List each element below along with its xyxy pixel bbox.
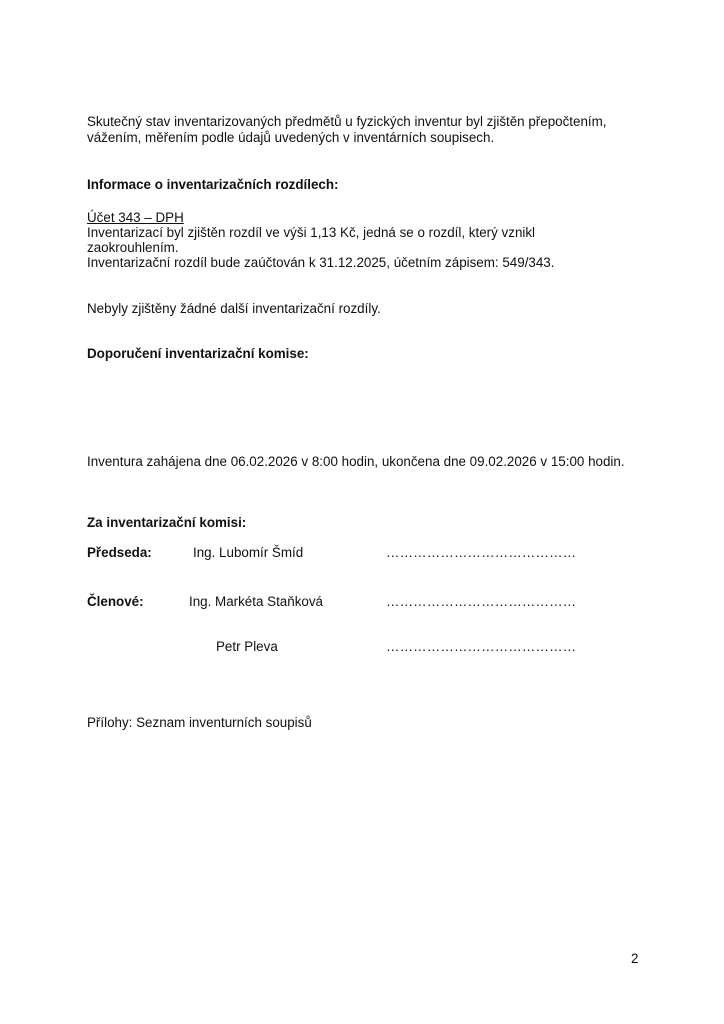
chair-signature-line: ……………………………………: [386, 545, 577, 560]
members-label: Členové:: [87, 594, 144, 609]
member-1-signature-line: ……………………………………: [386, 594, 577, 609]
intro-line-2: vážením, měřením podle údajů uvedených v inventárních soupisech.: [87, 130, 495, 145]
difference-line-3: Inventarizační rozdíl bude zaúčtován k 31.12.2025, účetním zápisem: 549/343.: [87, 255, 555, 270]
member-2-signature-line: ……………………………………: [386, 639, 577, 654]
inventory-period: Inventura zahájena dne 06.02.2026 v 8:00 hodin, ukončena dne 09.02.2026 v 15:00 hodin.: [87, 454, 625, 469]
chair-name: Ing. Lubomír Šmíd: [193, 545, 304, 560]
difference-line-1: Inventarizací byl zjištěn rozdíl ve výši 1,13 Kč, jedná se o rozdíl, který vznikl: [87, 225, 536, 240]
intro-line-1: Skutečný stav inventarizovaných předmětů u fyzických inventur byl zjištěn přepočtením,: [87, 114, 607, 129]
account-title: Účet 343 – DPH: [87, 210, 184, 225]
page-number: 2: [631, 951, 639, 966]
member-2-name: Petr Pleva: [216, 639, 278, 654]
commission-heading: Za inventarizační komisi:: [87, 515, 247, 530]
chair-label: Předseda:: [87, 545, 152, 560]
recommendation-heading: Doporučení inventarizační komise:: [87, 346, 309, 361]
differences-heading: Informace o inventarizačních rozdílech:: [87, 177, 339, 192]
no-other-differences: Nebyly zjištěny žádné další inventarizační rozdíly.: [87, 301, 381, 316]
attachments: Přílohy: Seznam inventurních soupisů: [87, 715, 312, 730]
difference-line-2: zaokrouhlením.: [87, 240, 179, 255]
member-1-name: Ing. Markéta Staňková: [189, 594, 323, 609]
